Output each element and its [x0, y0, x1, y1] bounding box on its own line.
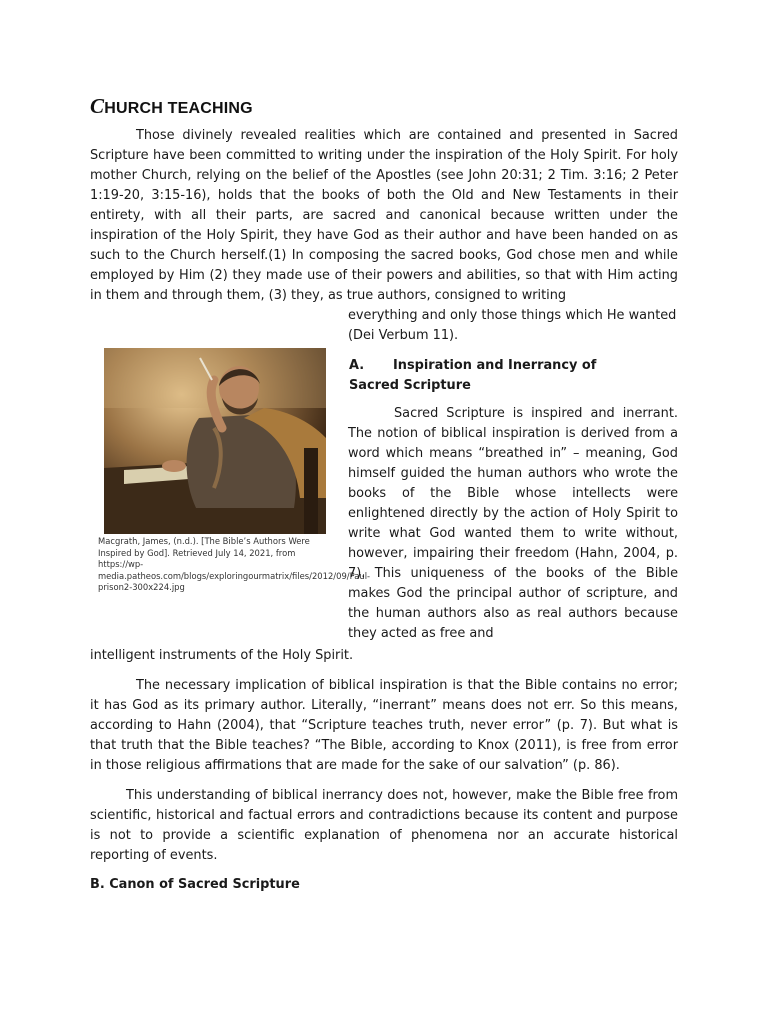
page-heading: [90, 94, 253, 119]
illustration-apostle-writing: [104, 348, 326, 534]
figure-caption: Macgrath, James, (n.d.). [The Bible’s Authors Were Inspired by God]. Retrieved July 14, 2021, from https://wp-media.patheos.com/blogs/exploringourmatrix/files/2012/09/Paul-prison2-300x224.jpg: [98, 536, 371, 592]
section-a-letter: A.: [349, 358, 365, 373]
inerrancy-paragraph: The necessary implication of biblical inspiration is that the Bible contains no error; it has God as its primary author. Literally, “inerrant” means does not err. So this means, according to Hahn (2004), that “Scripture teaches truth, never error” (p. 7). But what is that truth that the Bible teaches? “The Bible, according to Knox (2011), is free from error in those religious affirmations that are made for the sake of our salvation” (p. 86).: [90, 678, 678, 773]
heading-dropcap: C: [90, 94, 105, 118]
section-a-paragraph: Sacred Scripture is inspired and inerrant. The notion of biblical inspiration is derived from a word which means “breathed in” – meaning, God himself guided the human authors who wrote the books of the Bible whose intellects were enlightened directly by the action of Holy Spirit to write what God wanted them to write without, however, impairing their freedom (Hahn, 2004, p. 7). This uniqueness of the books of the Bible makes God the principal author of scripture, and the human authors also as real authors because they acted as free and: [348, 406, 678, 641]
heading-text: HURCH TEACHING: [104, 100, 253, 117]
intro-paragraph: Those divinely revealed realities which are contained and presented in Sacred Scripture have been committed to writing under the inspiration of the Holy Spirit. For holy mother Church, relying on the belief of the Apostles (see John 20:31; 2 Tim. 3:16; 2 Peter 1:19-20, 3:15-16), holds that the books of both the Old and New Testaments in their entirety, with all their parts, are sacred and canonical because written under the inspiration of the Holy Spirit, they have God as their author and have been handed on as such to the Church herself.(1) In composing the sacred books, God chose men and while employed by Him (2) they made use of their powers and abilities, so that with Him acting in them and through them, (3) they, as true authors, consigned to writing: [90, 128, 678, 303]
section-a-title: Inspiration and Inerrancy of Sacred Scripture: [349, 358, 597, 393]
intro-paragraph-tail: everything and only those things which He wanted (Dei Verbum 11).: [348, 308, 677, 343]
section-b-heading: B. Canon of Sacred Scripture: [90, 877, 300, 892]
section-a-paragraph-end: intelligent instruments of the Holy Spirit.: [90, 648, 354, 663]
section-a-heading: [349, 356, 649, 396]
inerrancy-understanding-paragraph: This understanding of biblical inerrancy does not, however, make the Bible free from scientific, historical and factual errors and contradictions because its content and purpose is not to provide a scientific explanation of phenomena nor an accurate historical reporting of events.: [90, 788, 678, 863]
